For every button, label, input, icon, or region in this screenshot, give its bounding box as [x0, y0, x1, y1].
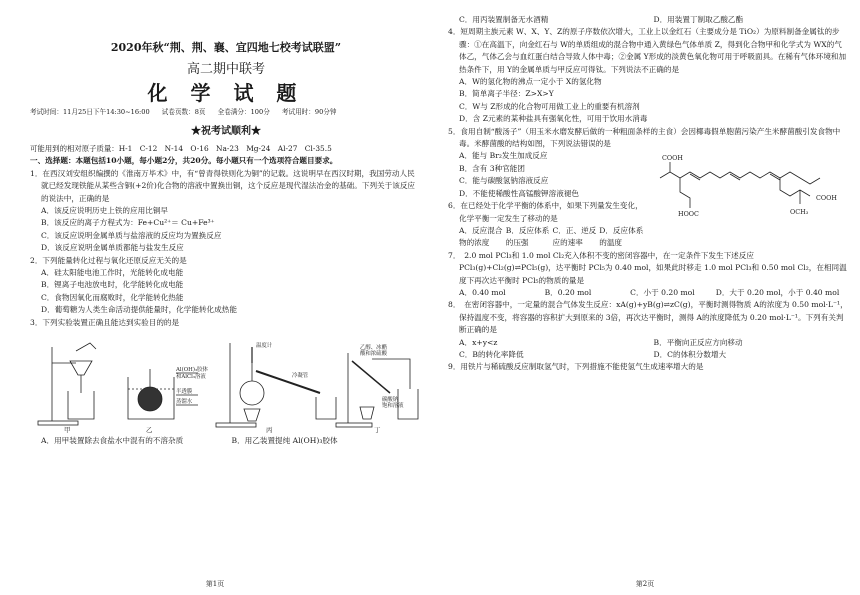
question-stem: 1．在西汉刘安组织编撰的《淮南万毕术》中，有“曾青得铁则化为铜”的记载。这说明早在西汉时期，我国劳动人民就已经发现铁能从某些含铜(+2价)化合物的溶液中置换出铜，这个反应是现代湿法冶金的基础。下列关于该反应的说法中，正确的是	[30, 168, 416, 203]
label-yi: 乙	[146, 426, 153, 434]
option: A．x+y<z	[459, 337, 498, 347]
label-thermometer: 温度计	[256, 343, 273, 350]
option: B．平衡向正反应方向移动	[653, 337, 743, 347]
question-stem: 4．短周期主族元素 W、X、Y、Z的原子序数依次增大，工业上以金红石（主要成分是 TiO₂）为原料制备金属钛的步骤：①在高温下，向金红石与 W的单质组成的混合物中通入黄绿色气体单质 Z，得到化合物甲和化学式为 WX的气体乙，气体乙会与血红蛋白结合导致人体中毒；②金属 Y形成的淡黄色氧化物可用于呼吸面具。在稀有气体环境和加热条件下，用 Y的金属单质与甲反应可得钛。下列说法不正确的是	[448, 27, 847, 74]
semipermeable-bag	[138, 387, 162, 411]
option: A．反应混合物的浓度	[459, 225, 503, 248]
left-column	[30, 14, 422, 448]
question-5	[448, 126, 848, 151]
question-7-continued: PCl₃(g)+Cl₂(g)⇌PCl₅(g)，达平衡时 PCl₅为 0.40 mol，如果此时移走 1.0 mol PCl₃和 0.50 mol Cl₂，在相同温度下再次达平衡时 PCl₅的物质的量是	[459, 263, 847, 285]
option: A．能与 Br₂发生加成反应	[459, 151, 548, 161]
label-ding: 丁	[374, 426, 381, 434]
question-3	[30, 317, 422, 329]
exam-time: 考试时间：11月25日下午14:30~16:00	[30, 108, 150, 116]
question-9	[448, 361, 848, 373]
option: B．该反应的离子方程式为：Fe+Cu²⁺＝ Cu+Fe³⁺	[41, 218, 215, 228]
option: B．用乙装置提纯 Al(OH)₃胶体	[231, 436, 338, 446]
question-stem: 9．用铁片与稀硫酸反应制取氢气时，下列措施不能使氢气生成速率增大的是	[448, 362, 704, 372]
option: D．该反应说明金属单质都能与盐发生反应	[41, 243, 184, 253]
right-page	[430, 0, 860, 595]
question-stem: 7． 2.0 mol PCl₃和 1.0 mol Cl₂充入体积不变的密闭容器中，在一定条件下发生下述反应	[448, 250, 754, 260]
exam-info-line	[30, 107, 422, 117]
apparatus-diagram	[30, 333, 422, 433]
label-acid: 酸和浓硫酸	[360, 351, 387, 358]
label-membrane: 半透膜	[176, 389, 193, 396]
label-bing: 丙	[266, 426, 273, 434]
option: D．大于 0.20 mol，小于 0.40 mol	[715, 287, 840, 297]
question-stem: 5．食用自制“酸汤子”（用玉米水磨发酵后做的一种粗面条样的主食）会因椰毒假单胞菌污染产生米酵菌酸引发食物中毒。米酵菌酸的结构如图，下列说法错误的是	[448, 126, 841, 149]
option: A．该反应说明历史上铁的应用比铜早	[41, 206, 168, 216]
option-row	[448, 337, 848, 349]
option: C．用丙装置制备无水酒精	[459, 15, 549, 24]
option: C．能与碳酸氢钠溶液反应	[459, 176, 549, 186]
stand-base	[38, 421, 78, 425]
option: B．含有 3种官能团	[459, 163, 525, 173]
label-water: 蒸馏水	[176, 399, 193, 406]
exam-header-title: 2020年秋“荆、荆、襄、宜四地七校考试联盟”	[110, 41, 342, 54]
methoxy-label: OCH₃	[790, 208, 809, 217]
question-stem: 6．在已经处于化学平衡的体系中，如果下列量发生变化，化学平衡一定发生了移动的是	[448, 201, 643, 223]
option: B．锂离子电池放电时，化学能转化成电能	[41, 280, 184, 290]
label-saturated: 饱和溶液	[382, 403, 404, 410]
question-stem: 2．下列能量转化过程与氧化还原反应无关的是	[30, 255, 187, 265]
right-column	[448, 14, 848, 374]
atomic-masses: 可能用到的相对原子质量：H-1 C-12 N-14 O-16 Na-23 Mg-24 Al-27 Cl-35.5	[30, 144, 332, 153]
question-stem: 3．下列实验装置正确且能达到实验目的的是	[30, 317, 180, 327]
option-row	[448, 287, 848, 299]
apparatus-figure	[30, 333, 422, 433]
good-luck-line: ★祝考试顺利★	[191, 126, 261, 137]
distilling-flask	[240, 381, 264, 405]
question-stem: 8． 在密闭容器中，一定量的混合气体发生反应：xA(g)+yB(g)⇌zC(g)，平衡时测得物质 A的浓度为 0.50 mol·L⁻¹，保持温度不变，将容器的容积扩大到原来的 3倍，再次达平衡时，测得 A的浓度降低为 0.20 mol·L⁻¹。下列有关判断正确的是	[448, 300, 848, 335]
label-alcl3: 和AlCl₃溶液	[176, 374, 206, 381]
question-1	[30, 168, 422, 205]
label-ethanol: 乙醇、冰醋	[360, 345, 387, 352]
label-condenser: 冷凝管	[292, 373, 309, 380]
label-jia: 甲	[64, 426, 71, 434]
section-heading: 一、选择题：本题包括10小题，每小题2分，共20分。每小题只有一个选项符合题目要求。	[30, 156, 338, 166]
option: B．反应体系的压强	[505, 225, 550, 248]
option: D．C的体积分数增大	[653, 349, 727, 359]
alcohol-lamp	[244, 409, 260, 421]
option-row	[448, 225, 646, 250]
condenser	[256, 371, 320, 393]
option-row	[448, 14, 848, 26]
label-na2co3: 碳酸钠	[382, 397, 399, 404]
beaker	[68, 391, 94, 419]
option: C．食物因氧化而腐败时，化学能转化热能	[41, 292, 184, 302]
question-8	[448, 299, 848, 336]
option: A．W的氢化物的沸点一定小于 X的氢化物	[459, 77, 602, 87]
cooh-label-right: COOH	[816, 194, 837, 203]
option: C．正、逆反应的速率	[552, 225, 597, 248]
option: A．用甲装置除去食盐水中混有的不溶杂质	[41, 436, 184, 446]
option: B．简单离子半径：Z>X>Y	[459, 89, 554, 99]
page-number: 第1页	[205, 580, 225, 588]
option-row	[30, 435, 422, 447]
question-4	[448, 26, 848, 76]
option: D．用装置丁制取乙酸乙酯	[653, 15, 744, 24]
option: D．不能使稀酸性高锰酸钾溶液褪色	[459, 188, 579, 198]
subject-title: 化 学 试 题	[147, 81, 305, 105]
bongkrekic-acid-structure	[650, 150, 840, 228]
question-7	[448, 250, 848, 262]
test-tube	[352, 361, 390, 393]
option-row	[448, 349, 848, 361]
label-aloh3-colloid: Al(OH)₃胶体	[176, 367, 208, 374]
hooc-label: HOOC	[678, 210, 699, 219]
question-2	[30, 255, 422, 267]
cooh-label-top: COOH	[662, 154, 683, 163]
option: D．含 Z元素的某种盐具有强氧化性，可用于饮用水消毒	[459, 114, 648, 124]
pour-beaker	[76, 343, 96, 351]
full-score: 全卷满分：100分	[217, 108, 270, 116]
delivery-tube	[372, 359, 410, 389]
exam-name: 高二期中联考	[186, 62, 265, 77]
option: D．葡萄糖为人类生命活动提供能量时，化学能转化成热能	[41, 305, 237, 315]
option: A．硅太阳能电池工作时，光能转化成电能	[41, 268, 184, 278]
duration: 考试用时：90分钟	[281, 108, 337, 116]
option: C．W与 Z形成的化合物可用做工业上的重要有机溶剂	[459, 101, 640, 111]
option: C．该反应说明金属单质与盐溶液的反应均为置换反应	[41, 230, 222, 240]
option: C．小于 0.20 mol	[630, 287, 695, 297]
option: A．0.40 mol	[459, 287, 506, 297]
option: B．0.20 mol	[544, 287, 592, 297]
option: C．B的转化率降低	[459, 349, 524, 359]
page-count: 试卷页数：8页	[161, 108, 206, 116]
option: D．反应体系的温度	[599, 225, 644, 248]
page-number: 第2页	[635, 580, 655, 588]
